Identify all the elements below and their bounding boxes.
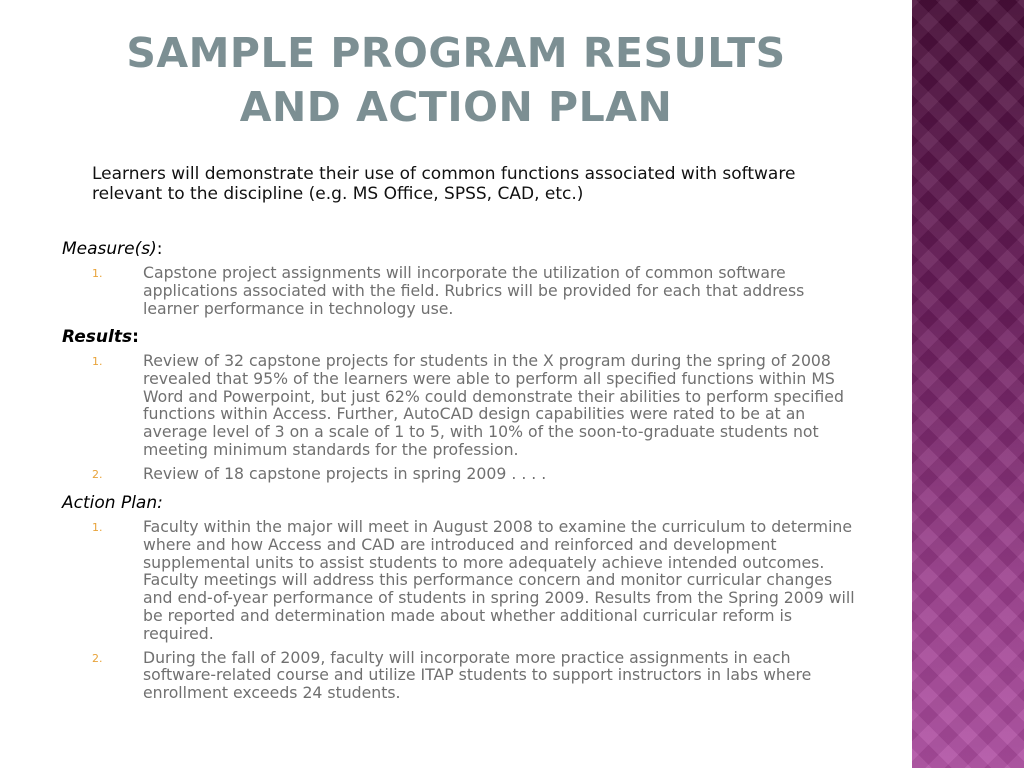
measures-section [62,238,862,323]
learning-outcome-statement: Learners will demonstrate their use of common functions associated with software relevant to the discipline (e.g. MS Office, SPSS, CAD, etc.) [92,164,796,204]
action-plan-section [62,492,862,708]
results-heading-colon: : [132,327,139,347]
list-item-text: During the fall of 2009, faculty will incorporate more practice assignments in each software-related course and utilize ITAP students to support instructors in labs where enrollment exceeds 24 students. [143,647,812,703]
list-item-text: Capstone project assignments will incorporate the utilization of common software applications associated with the field. Rubrics will be provided for each that address learner performance in technology use. [143,263,805,318]
action-plan-heading: Action Plan: [62,493,163,513]
measures-heading-text: Measure(s) [62,239,157,259]
measures-heading-colon: : [156,239,163,259]
list-item-text: Review of 32 capstone projects for students in the X program during the spring of 2008 revealed that 95% of the learners were able to perform all specified functions within MS Word and Powerpoint, but just 62% could demonstrate their abilities to perform specified functions within Access. Further, AutoCAD design capabilities were rated to be at an average level of 3 on a scale of 1 to 5, with 10% of the soon-to-graduate students not meeting minimum standards for the profession. [143,351,844,459]
list-item-text: Faculty within the major will meet in August 2008 to examine the curriculum to determine where and how Access and CAD are introduced and reinforced and development supplemental units to assist students to more adequately achieve intended outcomes. Faculty meetings will address this performance concern and monitor curricular changes and end-of-year performance of students in spring 2009. Results from the Spring 2009 will be reported and determination made about whether additional curricular reform is required. [143,517,855,643]
results-list [62,352,862,483]
list-number: 2. [92,651,103,665]
results-heading-text: Results [62,327,133,347]
list-item [62,264,862,317]
slide-title [70,26,842,134]
list-item [62,518,862,643]
list-number: 1. [92,267,103,280]
action-plan-list [62,518,862,702]
measures-heading [62,238,862,260]
list-number: 1. [92,521,103,534]
list-number: 2. [92,467,103,481]
measures-list [62,264,862,317]
decorative-side-panel [912,0,1024,768]
results-section [62,326,862,489]
list-item [62,352,862,459]
list-item [62,649,862,702]
list-item [62,465,862,483]
results-heading [62,326,862,348]
list-number: 1. [92,355,103,368]
slide-title-line-1: SAMPLE PROGRAM RESULTS [126,29,786,77]
list-item-text: Review of 18 capstone projects in spring 2009 . . . . [143,463,547,483]
slide-title-line-2: AND ACTION PLAN [239,83,673,131]
